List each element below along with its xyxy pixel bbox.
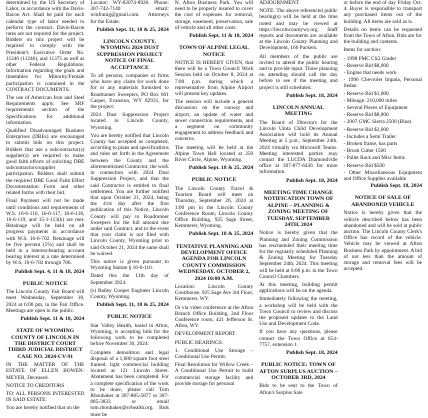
notice-paragraph: determined by the US Secretary of Labor, in accordance with the Davis-Bacon Act. Shall be paid for each calendar type of labor needed to perform the contract. Davis-Bacon rates are not required for the project. Bidders on this project will be required to comply with the President's Executive Order No. 11246 (11246), and 11375 as well as other Federal Regulations. Information regarding the goals and timetables for Minority/Female participation is contained in the CONTRACT DOCUMENTS. <box>6 0 85 93</box>
notice-paragraph: The meeting will be held at the Alpine Town Hall located at 250 River Circle, Alpine, Wyoming. <box>174 144 254 164</box>
notice-heading: MEETING TIME CHANGE NOTIFICATION TOWN OF ALPINE – PLANNING & ZONING MEETING OF TUESDAY, SEPTEMBER 24TH, 2024 <box>263 189 334 228</box>
publish-date-line: Publish Sept. 11 & 18, 2024 <box>189 33 254 40</box>
auction-item: - Reserve Bid $1,000 <box>343 90 389 97</box>
publish-date-line: Publish Sept. 4, 11 & 18, 2024 <box>14 268 85 275</box>
publish-date-line: Publish Sept. 18, 2024 <box>370 183 423 190</box>
notice-paragraph: Star Valley Health, based in Afton, Wyoming, is accepting bids for the following work to be completed before November 30, 2024: <box>90 322 169 348</box>
publish-date-line: Publish Sept. 18, 2024 <box>286 349 338 356</box>
notice-heading: STATE OF WYOMING COUNTY OF LINCOLN IN THE DISTRICT COURT THIRD JUDICIAL DISTRICT CASE NO. 2024-CV-91 <box>7 328 83 360</box>
auction-item: - Mileage: 210,000 miles <box>343 97 397 104</box>
notice-paragraph: Complete demolition and legal disposal of a 1,600 square foot steel framed, light commercial building located at 121 Lincoln Street. Abatement has been completed. For a complete specification of the work to be done, please call Tom Rhoubaker at 307-885-5877 or 307-885-3833 or email tom.rhoubaker@svhealth.org. Bids must be <box>90 349 169 418</box>
notice-paragraph: The Lincoln County Travel & Tourism Board will meet on Thursday, September 26, 2024 at 1:00 pm in the Lincoln County Conference Room, Lincoln County Office Building, 925 Sage Street, Kemmerer, Wyoming. <box>174 185 254 230</box>
auction-item: - Engine that needs work <box>343 70 397 77</box>
notice-paragraph: Notice is hereby given that the vehicle described below has been abandoned and will be sold at public auction. The Lincoln County Clerk's Office has record of the vehicle. Vehicle may be viewed at Afton Business Park by appointment. A bid of not less than the amount of storage and removal fees will be accepted. <box>343 210 423 273</box>
auction-item: - Broken frame, has parts <box>343 141 398 148</box>
notice-paragraph: The session will include a general discussion on the runway and airport, an update of water and sewer connection requirements, and a segment on community engagement to address feedback and concerns. <box>174 99 254 143</box>
notice-paragraph: Dated this the 11th day of September 2024. <box>90 273 169 286</box>
notice-heading: TENTATIVE PLANNING AND DEVELOPMENT OFFICE AGENDA FOR LINCOLN COUNTY COMMISSION WEDNESDAY, OCTOBER 2, 2024 10:00 A.M. <box>175 243 253 282</box>
notice-paragraph: Items for auction: <box>343 47 382 54</box>
auction-item: - Several Pieces of Equipment <box>343 105 408 112</box>
notice-heading: PUBLIC NOTICE <box>22 280 68 287</box>
notice-paragraph: Locator: WY-82074-8926. Phone: 307-742-7140 email: winfranig@gmail.com. Attorneys for the Estate. <box>90 0 169 25</box>
notice-heading: PUBLIC NOTICE <box>107 314 152 321</box>
notice-paragraph: TO: ALL PERSONS INTERESTED IN SAID ESTATE: <box>6 391 85 404</box>
notice-paragraph: NOTICE IS HEREBY GIVEN, that there will be a Town Council Work Session held on October 8, 2024 at 7:00 p.m. during which a representative from Alpine Airport will present key updates. <box>174 60 254 98</box>
notice-paragraph: 1. Conditional Use Storage – Conditional Use Permit. <box>174 347 254 360</box>
publish-date-line: Publish Sept. 11, 18 & 25, 2024 <box>96 26 169 33</box>
publish-date-line: Publish Sept. 18 & 25, 2024 <box>188 165 254 172</box>
auction-item: - 2007 GMC Sierra 2500 (Blue) <box>343 119 412 126</box>
notice-paragraph: Immediately following the meeting, a workshop will be held with the Town Council to review and discuss the proposed updates to the Land Use and Development Code. <box>259 296 338 328</box>
notice-paragraph: At this meeting, building permit applications will be on the agenda. <box>259 281 338 295</box>
notice-paragraph: The Board of Directors for the Lincoln Uinta Child Development Association will hold its Annual Meeting at 5 p.m., September 24th, 2024 virtually via Microsoft Teams. Meeting interested parties may contact the LUCDA Diamondville office at 307-877-6436 for more information. <box>259 119 338 176</box>
publish-date-line: Publish Sept. 18, 2024 <box>286 92 338 99</box>
auction-item: - Other Miscellaneous Equipment and Office Supplies available <box>343 169 423 183</box>
notice-paragraph: PUBLIC HEARINGS: <box>174 339 224 346</box>
notice-paragraph: You are hereby notified that on the <box>6 405 80 412</box>
column-2 <box>90 0 169 418</box>
notice-heading: NOTICE OF SALE OF ABANDONED VEHICLE <box>351 195 415 208</box>
notice-paragraph: or before the end of day Friday Oct. 4. Buyer is responsible to transport any purchased items out of the building. All items are sold as is. <box>343 0 423 25</box>
notice-heading: LINCOLN COUNTY, WYOMING 2024 DUST SUPPRESSION PROJECT NOTICE OF FINAL ACCEPTANCE <box>96 39 163 71</box>
publish-date-line: Publish Sept. 11, 18 & 25, 2024 <box>96 302 169 309</box>
auction-item: - Reserve Bid $3,000 <box>343 126 389 133</box>
notice-paragraph: DEVELOPMENT REPORT <box>174 331 236 338</box>
notice-paragraph: The Lincoln County Fair Board will meet Wednesday, September 18, 2024 at 6:00 pm, in the Fair Office. Meetings are open to the public. <box>6 289 85 314</box>
notice-paragraph: This notice is given pursuant to Wyoming Statute § 16-6-116. <box>90 258 169 272</box>
notice-paragraph: Location: Lincoln County Courthouse, 925 Sage Ave 3rd Floor, Kemmerer, WY. <box>174 283 254 303</box>
column-4 <box>259 0 337 400</box>
notice-paragraph: Or via video conference at the Afton Branch Office Building, 2nd Floor Conference room, 421 Jefferson St. Afton, WY. <box>174 304 254 330</box>
notice-paragraph: (s) Bailey Cooper Engineer Lincoln County, Wyoming. <box>90 287 169 300</box>
auction-item: - Reserve Bid $500 <box>343 162 385 169</box>
auction-item: - Includes a Semi Trailer <box>343 133 396 140</box>
publish-date-line: Publish Sept. 11 & 18, 2024 <box>20 315 85 322</box>
notice-heading: LINCOLN ANNUAL MEETING <box>272 105 324 118</box>
notice-paragraph: IN THE MATTER OF THE ESTATE OF ELLEN BOWEN-MEYER, Deceased. <box>6 362 85 381</box>
notice-paragraph: ADJOURNMENT <box>259 0 299 6</box>
notice-heading: PUBLIC NOTICE: TOWN OF AFTON SURPLUS AUCTION – OCTOBER 3RD, 2024 <box>259 362 338 381</box>
notice-paragraph: Final Resolution for Willow Creek – A Conditional Use Permit to build commercial storage facility and provide storage for personal <box>174 362 254 387</box>
auction-item: - Pallet Rack and Misc Items <box>343 155 405 162</box>
notice-paragraph: Details on items can be requested from the Town of Afton. Bids are for the building and contents. <box>343 26 423 46</box>
notice-paragraph: Qualified Disadvantaged Business Enterprises (DBEs) are encouraged to submit bids on this project. Bidders that use a subcontractor(s) supplier(s) are required to make good faith efforts of soliciting DBE subcontractors/supplier participation. Bidders shall submit the required DBE Good Faith Effort Documentation Form and other related forms with their bid. <box>6 128 85 197</box>
notice-paragraph: Notice is hereby given that the Planning and Zoning Commission has rescheduled their meeting time for the regularly scheduled Planning & Zoning Meeting for Tuesday September 24th, 2024. This meeting will be held at 6:00 p.m. in the Town Council Chambers. <box>259 230 338 280</box>
notice-paragraph: If you have any questions, please contact the Town Office at 654-7757, extension 1. <box>259 329 338 348</box>
column-3 <box>175 0 253 400</box>
notice-paragraph: The use of American Iron and Steel Requirements apply. See SRF requirements section of the Specifications for additional information. <box>6 95 85 126</box>
notice-paragraph: Bids to be sent to the Town of Afton's Surplus Sale <box>259 383 338 396</box>
auction-item: - Reserve Bid $8,000 <box>343 62 389 69</box>
notice-paragraph: All members of the public are invited to attend the public hearing and to provide input. Those planning on attending should call the day before to see if the meeting and project is still scheduled. <box>259 53 338 91</box>
notice-heading: TOWN OF ALPINE LEGAL NOTICE <box>179 45 249 58</box>
column-1 <box>6 0 85 412</box>
notice-paragraph: You are hereby notified that Lincoln County has accepted as completed, according to plans and specifications and rules set forth in the Agreement between the County and the aforementioned Contractor, the work in connection with 2024 Dust Suppression Project, and that the said Contractor is entitled to final settlement. You are further notified that upon October 21, 2024, being the 41st day after the first publication of this Notice, Lincoln County will pay to Roadrunner Sweepers Inc the full amount due under said Contract, and in the event that your claim is not filed with Lincoln County, Wyoming prior to said October 21, 2024 the same shall be waived. <box>90 132 169 257</box>
notice-paragraph: Final Payment will not be made until conditions and requirements of W.S. 16-6-116, 16-6-117, 16-6-118, 16-6-119, and 15-1-113(k) are met. Retainage will be held on all progress payments in accordance with W.S. 16-6-702. Retainage will be five percent (5%) and shall be held in a interest-bearing account bearing interest at a rate determined by W.S. 16-6-702 through 706. <box>6 198 85 267</box>
publish-date-line: Publish Sept. 18, 2024 <box>286 177 338 184</box>
notice-paragraph: NOTICE TO CREDITORS <box>6 382 65 389</box>
notice-paragraph: To all persons, companies or firms who have any claim for work done for or any materials furnished to Roadrunner Sweepers, PO Box 661 Casper, Evanston, WY 82931, for the project: <box>90 73 169 111</box>
notice-paragraph: 2024 Dust Suppression Project located in Lincoln County, Wyoming. <box>90 112 169 131</box>
auction-item: - Brush Cutter 1500 <box>343 148 386 155</box>
auction-item: - 1996 Chevrolet Impala, Personal Sedan <box>343 77 423 90</box>
publish-date-line: Publish Sept. 18 & 25, 2024 <box>188 231 254 238</box>
auction-item: - 1998 FMC CS2 Grader <box>343 55 397 62</box>
column-5 <box>344 0 422 400</box>
auction-item: - Reserve Bid $8,000 <box>343 112 389 119</box>
notice-heading: PUBLIC NOTICE <box>191 177 237 184</box>
notice-paragraph: N. Afton Business Park. You will need to be properly insured to cover the cost of expenses for removal, storage, easement, preservation, sale of vehicle and all other costs. <box>174 0 254 31</box>
notice-paragraph: NOTE: The above referenced public hearing(s) will be held at the time noted and may be viewed at https://lincolncountywy.org. Staff reports and documents are available at the Lincoln County Planning and Development, 160 Packers. <box>259 8 338 52</box>
